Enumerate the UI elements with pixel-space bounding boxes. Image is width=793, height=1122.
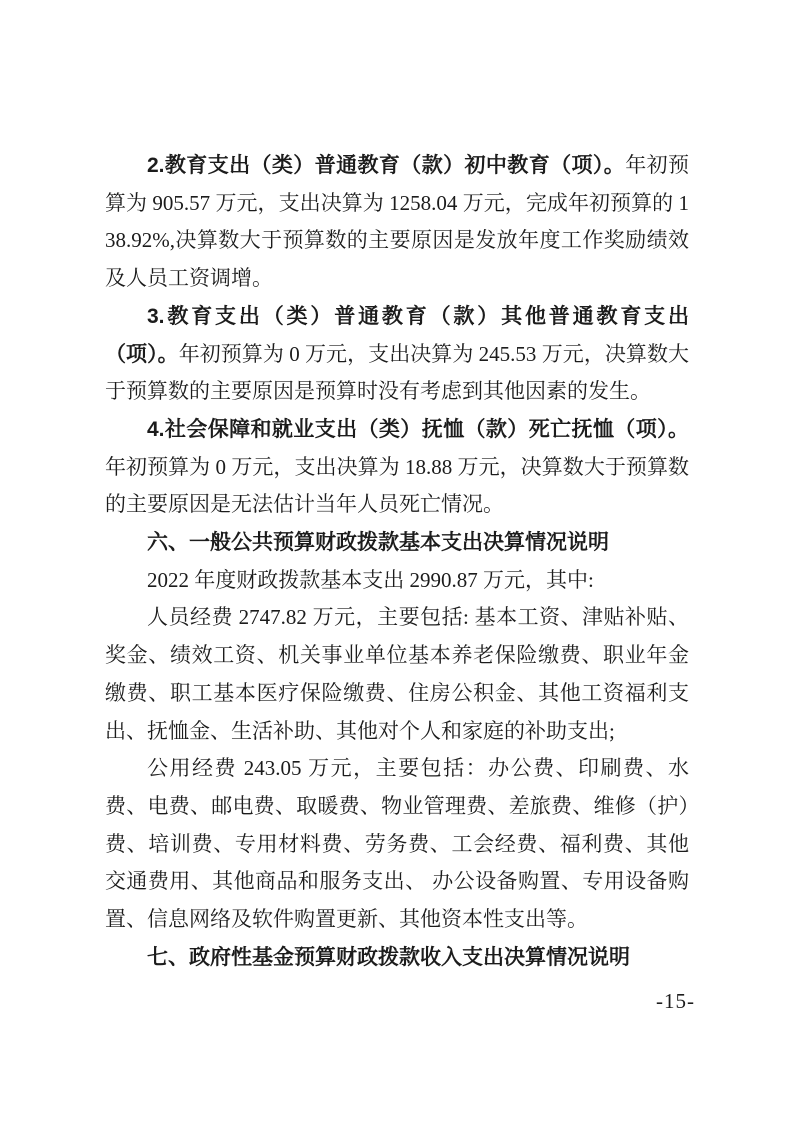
section-heading-text: 六、一般公共预算财政拨款基本支出决算情况说明: [147, 531, 609, 555]
page-number: -15-: [656, 989, 695, 1013]
document-content: [105, 147, 689, 976]
paragraph-text: 人员经费 2747.82 万元，主要包括: 基本工资、津贴补贴、奖金、绩效工资、机关事业单位基本养老保险缴费、职业年金缴费、职工基本医疗保险缴费、住房公积金、其他工资福利支出、抚恤金、生活补助、其他对个人和家庭的补助支出;: [105, 605, 689, 743]
section-heading-seven: [105, 939, 689, 977]
paragraph-education-other-general: [105, 298, 689, 411]
section-heading-six: [105, 524, 689, 562]
paragraph-education-junior-high: [105, 147, 689, 298]
paragraph-text: 公用经费 243.05 万元，主要包括：办公费、印刷费、水费、电费、邮电费、取暖费、物业管理费、差旅费、维修（护）费、培训费、专用材料费、劳务费、工会经费、福利费、其他交通费用、其他商品和服务支出、 办公设备购置、专用设备购置、信息网络及软件购置更新、其他资本性支出等。: [105, 756, 689, 932]
paragraph-basic-expenditure-total: [105, 562, 689, 600]
paragraph-lead-bold: 4.社会保障和就业支出（类）抚恤（款）死亡抚恤（项）。: [147, 417, 689, 441]
paragraph-text: 年初预算为 0 万元，支出决算为 245.53 万元，决算数大于预算数的主要原因是预算时没有考虑到其他因素的发生。: [105, 341, 690, 404]
paragraph-text: 年初预算为 0 万元，支出决算为 18.88 万元，决算数大于预算数的主要原因是无法估计当年人员死亡情况。: [105, 454, 689, 517]
paragraph-text: 2022 年度财政拨款基本支出 2990.87 万元，其中:: [147, 567, 594, 592]
paragraph-social-security-death-pension: [105, 411, 689, 524]
paragraph-text: 年初预算为 905.57 万元，支出决算为 1258.04 万元，完成年初预算的 138.92%,决算数大于预算数的主要原因是发放年度工作奖励绩效及人员工资调增。: [105, 153, 690, 291]
paragraph-lead-bold: 3.教育支出（类）普通教育（款）其他普通教育支出（项）。: [105, 304, 689, 366]
paragraph-personnel-funds: [105, 599, 689, 750]
paragraph-public-funds: [105, 750, 689, 939]
paragraph-lead-bold: 2.教育支出（类）普通教育（款）初中教育（项）。: [147, 154, 626, 177]
section-heading-text: 七、政府性基金预算财政拨款收入支出决算情况说明: [147, 945, 630, 969]
